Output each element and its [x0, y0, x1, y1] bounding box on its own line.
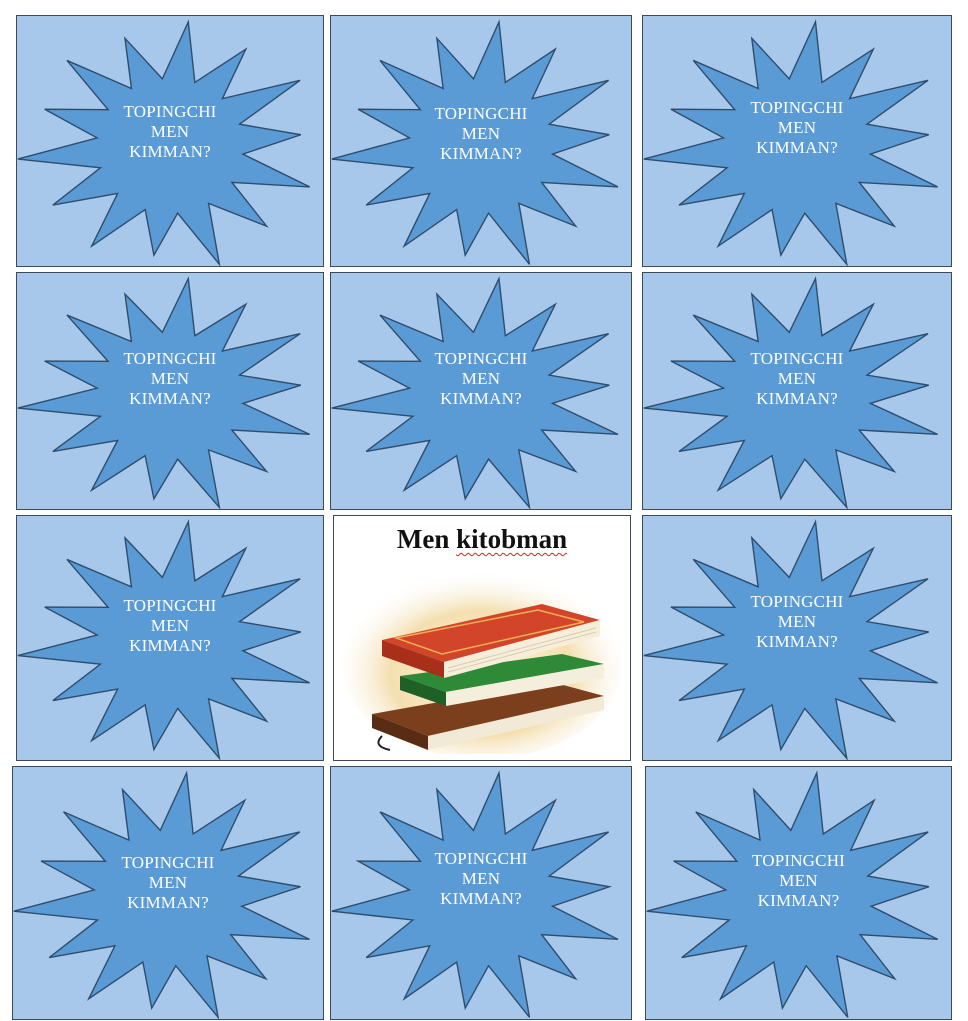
card-question — [13, 853, 323, 913]
card-line: KIMMAN? — [129, 142, 211, 161]
card-line: MEN — [461, 369, 501, 388]
hidden-card[interactable] — [642, 272, 952, 510]
card-line: TOPINGCHI — [750, 592, 844, 611]
card-line: TOPINGCHI — [121, 853, 215, 872]
card-question — [331, 104, 631, 164]
card-line: TOPINGCHI — [123, 349, 217, 368]
hidden-card[interactable] — [330, 272, 632, 510]
hidden-card[interactable] — [16, 272, 324, 510]
hidden-card[interactable] — [645, 766, 952, 1020]
hidden-card[interactable] — [16, 15, 324, 267]
card-line: KIMMAN? — [127, 893, 209, 912]
card-line: KIMMAN? — [756, 138, 838, 157]
card-line: TOPINGCHI — [434, 849, 528, 868]
hidden-card[interactable] — [642, 15, 952, 267]
stack-of-books-icon — [342, 564, 622, 754]
card-line: TOPINGCHI — [751, 851, 846, 870]
card-line: MEN — [777, 612, 817, 631]
card-line: KIMMAN? — [757, 891, 840, 910]
title-word-spellcheck: kitobman — [456, 524, 568, 554]
card-line: KIMMAN? — [756, 389, 838, 408]
card-line: TOPINGCHI — [123, 596, 217, 615]
card-question — [17, 349, 323, 409]
card-line: TOPINGCHI — [434, 104, 528, 123]
card-line: MEN — [150, 616, 190, 635]
card-question — [331, 349, 631, 409]
card-line: TOPINGCHI — [750, 98, 844, 117]
card-question — [643, 349, 951, 409]
card-line: MEN — [777, 118, 817, 137]
hidden-card[interactable] — [16, 515, 324, 761]
card-line: KIMMAN? — [129, 389, 211, 408]
card-line: MEN — [779, 871, 818, 890]
revealed-card-title — [334, 524, 630, 555]
card-line: KIMMAN? — [440, 144, 522, 163]
card-line: KIMMAN? — [129, 636, 211, 655]
card-line: MEN — [777, 369, 817, 388]
hidden-card[interactable] — [12, 766, 324, 1020]
card-line: MEN — [150, 369, 190, 388]
card-question — [17, 102, 323, 162]
hidden-card[interactable] — [330, 766, 632, 1020]
card-line: MEN — [461, 869, 501, 888]
card-line: KIMMAN? — [440, 889, 522, 908]
card-line: TOPINGCHI — [434, 349, 528, 368]
card-question — [643, 98, 951, 158]
card-question — [331, 849, 631, 909]
card-question — [646, 851, 951, 911]
card-line: KIMMAN? — [756, 632, 838, 651]
card-line: TOPINGCHI — [123, 102, 217, 121]
revealed-card[interactable] — [333, 515, 631, 761]
card-line: MEN — [150, 122, 190, 141]
card-line: KIMMAN? — [440, 389, 522, 408]
card-question — [643, 592, 951, 652]
hidden-card[interactable] — [330, 15, 632, 267]
card-line: MEN — [461, 124, 501, 143]
hidden-card[interactable] — [642, 515, 952, 761]
card-line: MEN — [148, 873, 188, 892]
card-question — [17, 596, 323, 656]
title-word: Men — [396, 524, 450, 554]
card-line: TOPINGCHI — [750, 349, 844, 368]
